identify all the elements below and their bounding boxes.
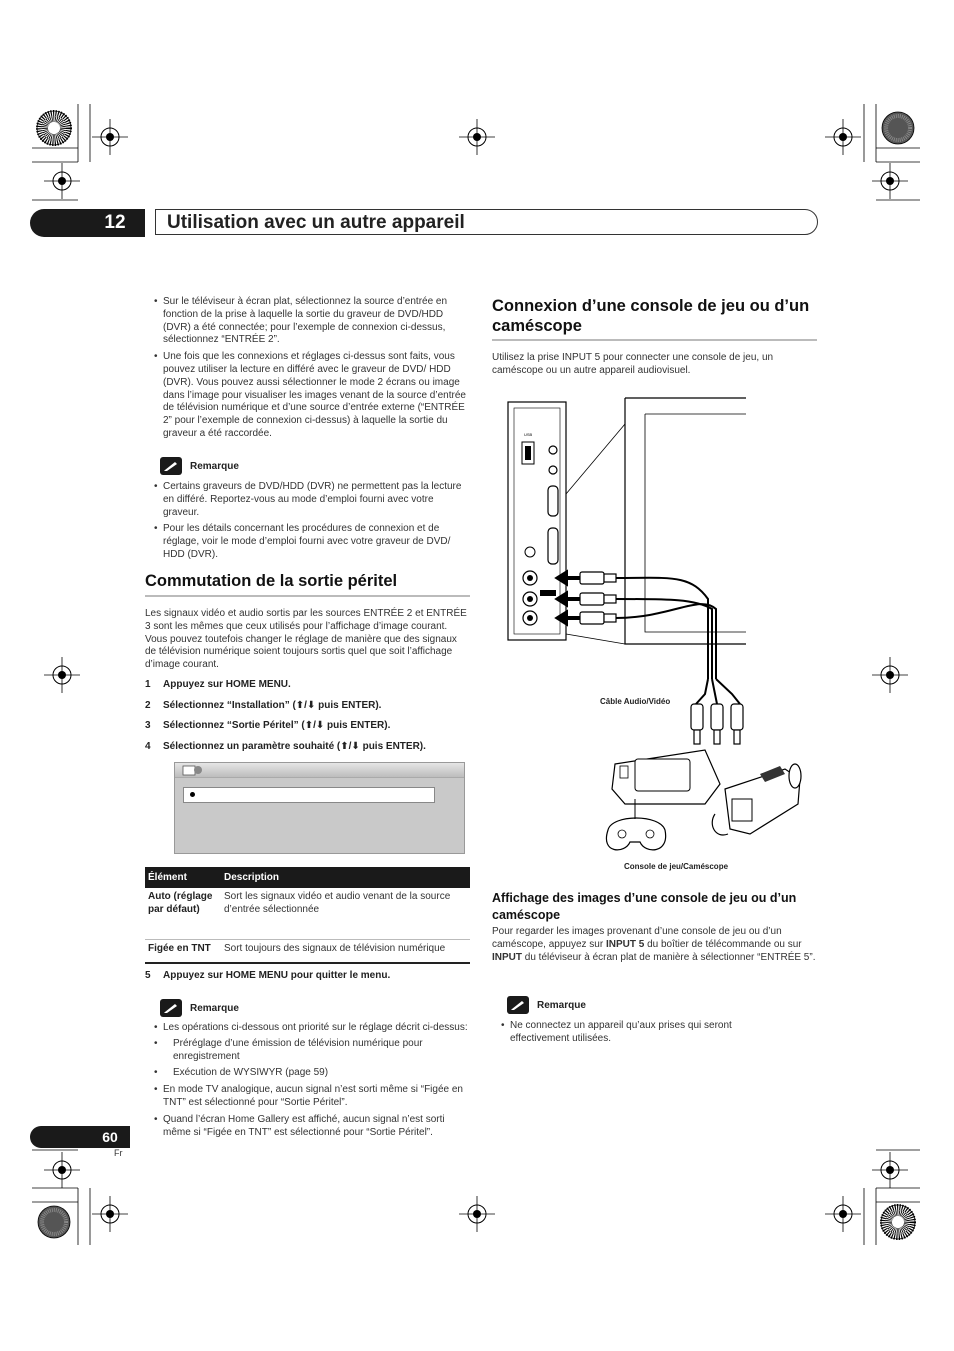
pencil-note-icon (160, 457, 182, 475)
settings-icon (181, 763, 205, 777)
note-heading (507, 996, 586, 1014)
list-item: • Une fois que les connexions et réglages ci-dessus sont faits, vous pouvez utiliser la lecture en différé avec le graveur de DVD/ HDD (DVR). Vous pouvez aussi sélectionner le mode 2 écrans ou image dans l’image pour visualiser les images venant de la source d’entrée de télévision numérique et d’une source d’entrée externe (“ENTRÉE 2” pour l’exemple de connexion ci-dessus) à laquelle la sortie du graveur a été raccordée. (145, 351, 470, 441)
step-5 (145, 970, 475, 991)
settings-table (145, 867, 470, 964)
note-heading (160, 457, 239, 475)
subsection-title: Affichage des images d’une console de jeu ou d’un caméscope (492, 891, 797, 922)
list-item: • Quand l’écran Home Gallery est affiché, aucun signal n’est sorti même si “Figée en TNT” est sélectionné pour “Sortie Péritel”. (145, 1114, 470, 1140)
section-text: Les signaux vidéo et audio sortis par les sources ENTRÉE 2 et ENTRÉE 3 sont les mêmes que ceux utilisés pour l’affichage d’image courant. Vous pouvez toutefois changer le réglage de manière que des signaux de télévision numérique soient toujours sortis quel que soit l’affichage d’image courant. (145, 608, 467, 671)
list-item: • Les opérations ci-dessous ont priorité sur le réglage décrit ci-dessus: • Préréglage d’une émission de télévision numérique pour enregistrement • Exécution de WYSIWYR (page 59) (145, 1022, 470, 1080)
device-label: Console de jeu/Caméscope (624, 862, 729, 871)
section-commutation (145, 571, 470, 591)
list-item: • Ne connectez un appareil qu’aux prises qui seront effectivement utilisées. (492, 1020, 792, 1046)
pencil-note-icon (507, 996, 529, 1014)
chapter-number-tab (30, 209, 145, 237)
language-code: Fr (114, 1148, 123, 1158)
note-label: Remarque (190, 1002, 239, 1014)
bullet-icon (190, 792, 195, 797)
note1-list (145, 481, 470, 566)
step-item: 4 Sélectionnez un paramètre souhaité (⬆/⬇ puis ENTER). (145, 740, 426, 752)
note2-list (145, 1022, 470, 1143)
section-text: Utilisez la prise INPUT 5 pour connecter une console de jeu, un caméscope ou un autre appareil audiovisuel. (492, 352, 774, 376)
cable-label: Câble Audio/Vidéo (600, 697, 671, 706)
note-label: Remarque (190, 460, 239, 472)
section-title: Commutation de la sortie péritel (145, 572, 398, 590)
page-number: 60 (102, 1129, 118, 1145)
list-item: • En mode TV analogique, aucun signal n’est sorti même si “Figée en TNT” est sélectionné pour “Sortie Péritel”. (145, 1084, 470, 1110)
step-item: 5 Appuyez sur HOME MENU pour quitter le menu. (145, 970, 391, 981)
subsection (492, 890, 812, 924)
chapter-number: 12 (104, 212, 126, 233)
section-title: Connexion d’une console de jeu ou d’un caméscope (492, 297, 810, 335)
table-header: Élément (145, 867, 221, 888)
section-divider (145, 595, 470, 597)
list-item: • Pour les détails concernant les procédures de connexion et de réglage, voir le mode d’emploi fourni avec votre graveur de DVD/ HDD (DVR). (145, 523, 470, 561)
table-row: Auto (réglage par défaut) Sort les signaux vidéo et audio venant de la source d’entrée sélectionnée (145, 888, 470, 940)
note-label: Remarque (537, 999, 586, 1011)
section-connexion (492, 296, 817, 336)
step-item: 2 Sélectionnez “Installation” (⬆/⬇ puis ENTER). (145, 699, 382, 711)
page-number-tab (30, 1126, 130, 1148)
connection-diagram (500, 394, 810, 874)
list-item: • Sur le téléviseur à écran plat, sélectionnez la source d’entrée en fonction de la prise à laquelle la sortie du graveur de DVD/HDD (DVR) a été connectée; pour l’exemple de connexion ci-dessus, sélectionnez “ENTRÉE 2”. (145, 296, 470, 347)
table-header: Description (221, 867, 470, 888)
sub-list-item: • Exécution de WYSIWYR (page 59) (145, 1067, 470, 1080)
steps-list (145, 679, 475, 761)
chapter-title: Utilisation avec un autre appareil (155, 209, 818, 235)
menu-screen (174, 762, 465, 854)
sub-list-item: • Préréglage d’une émission de télévision numérique pour enregistrement (145, 1038, 470, 1064)
menu-option (183, 787, 435, 803)
table-row: Figée en TNT Sort toujours des signaux de télévision numérique (145, 940, 470, 963)
list-item: • Certains graveurs de DVD/HDD (DVR) ne permettent pas la lecture en différé. Reportez-vous au mode d’emploi fourni avec votre graveur. (145, 481, 470, 519)
step-item: 1 Appuyez sur HOME MENU. (145, 679, 291, 690)
step-item: 3 Sélectionnez “Sortie Péritel” (⬆/⬇ puis ENTER). (145, 720, 391, 731)
left-intro (145, 296, 470, 445)
note-heading (160, 999, 239, 1017)
pencil-note-icon (160, 999, 182, 1017)
svg-text:USB: USB (524, 432, 533, 437)
subsection-text: Pour regarder les images provenant d’une console de jeu ou d’un caméscope, appuyez sur INPUT 5 du boîtier de télécommande ou sur INPUT du téléviseur à écran plat de manière à sélectionner “ENTRÉE 5”. (492, 926, 816, 963)
section-divider (492, 339, 817, 341)
menu-title-bar (175, 763, 464, 778)
right-note-list (492, 1020, 792, 1050)
